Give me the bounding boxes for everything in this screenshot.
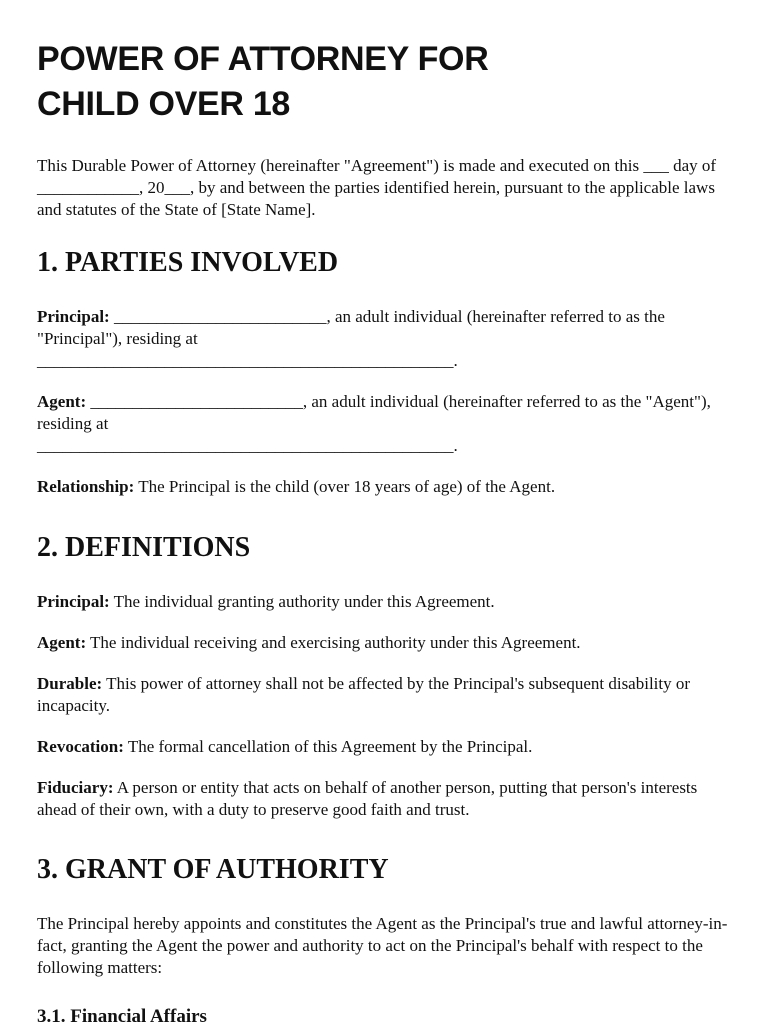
intro-paragraph: This Durable Power of Attorney (hereinafter "Agreement") is made and executed on this ___ day of ____________, 20___, by and between the parties identified herein, pursuant to the applicable laws and statutes of the State of [State Name]. xyxy=(37,156,717,219)
agent-paragraph xyxy=(37,391,737,457)
definition-term: Agent: xyxy=(37,633,87,652)
definition-text: The formal cancellation of this Agreement by the Principal. xyxy=(123,737,533,756)
document-title: POWER OF ATTORNEY FOR CHILD OVER 18 xyxy=(37,40,489,123)
document-page xyxy=(37,0,737,1029)
principal-address-line: _________________________________________________. xyxy=(37,351,458,370)
definition-item xyxy=(37,632,737,654)
definition-text: The individual granting authority under this Agreement. xyxy=(109,592,495,611)
grant-paragraph: The Principal hereby appoints and constitutes the Agent as the Principal's true and lawful attorney-in-fact, granting the Agent the power and authority to act on the Principal's behalf with respect to the following matters: xyxy=(37,914,728,977)
section-heading-grant: 3. GRANT OF AUTHORITY xyxy=(37,854,389,885)
definition-item xyxy=(37,736,737,758)
agent-text: _________________________, an adult individual (hereinafter referred to as the "Agent"), residing at xyxy=(37,392,711,433)
agent-label: Agent: xyxy=(37,392,87,411)
section-heading-parties: 1. PARTIES INVOLVED xyxy=(37,247,339,278)
definition-term: Durable: xyxy=(37,674,103,693)
definition-text: This power of attorney shall not be affected by the Principal's subsequent disability or incapacity. xyxy=(37,674,691,715)
principal-label: Principal: xyxy=(37,307,110,326)
definition-item xyxy=(37,673,737,717)
principal-paragraph xyxy=(37,306,737,372)
definition-item xyxy=(37,591,737,613)
definition-term: Revocation: xyxy=(37,737,124,756)
definition-text: The individual receiving and exercising authority under this Agreement. xyxy=(86,633,581,652)
definition-term: Fiduciary: xyxy=(37,778,114,797)
relationship-label: Relationship: xyxy=(37,477,135,496)
definition-term: Principal: xyxy=(37,592,110,611)
section-heading-definitions: 2. DEFINITIONS xyxy=(37,532,251,563)
relationship-text: The Principal is the child (over 18 years of age) of the Agent. xyxy=(134,477,556,496)
agent-address-line: _________________________________________________. xyxy=(37,436,458,455)
definition-text: A person or entity that acts on behalf of another person, putting that person's interests ahead of their own, with a duty to preserve good faith and trust. xyxy=(37,778,698,819)
principal-text: _________________________, an adult individual (hereinafter referred to as the "Principal"), residing at xyxy=(37,307,665,348)
definition-item xyxy=(37,777,737,821)
relationship-paragraph xyxy=(37,476,737,498)
subsection-heading-financial: 3.1. Financial Affairs xyxy=(37,1006,207,1027)
